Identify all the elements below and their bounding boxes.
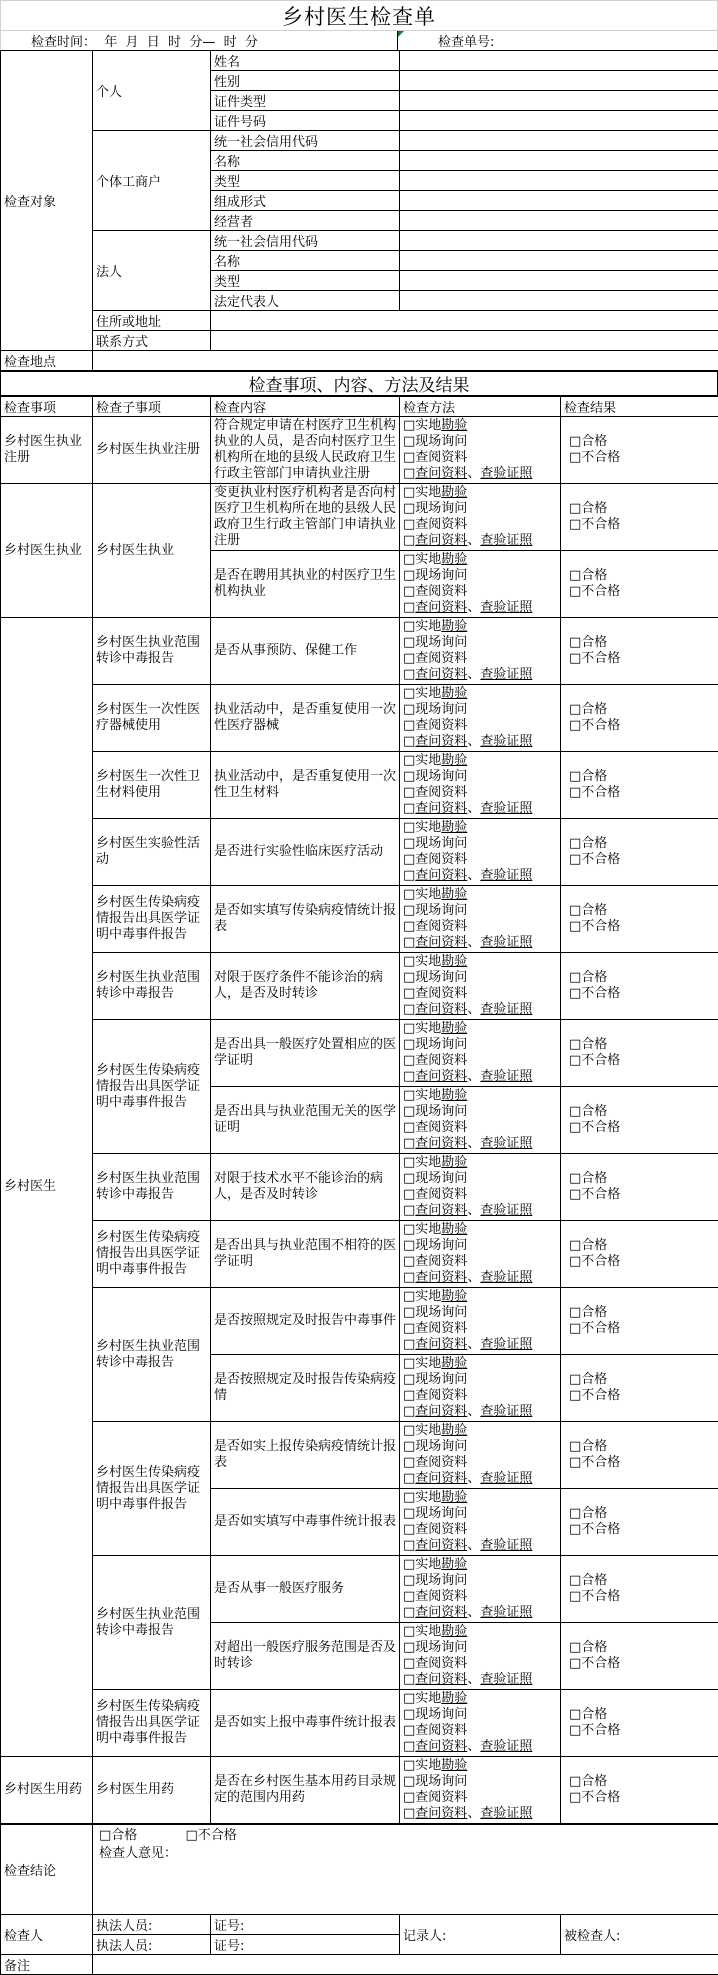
method-checkbox-option[interactable]: □实地勘验 bbox=[403, 1758, 558, 1774]
checklist-methods-cell bbox=[400, 484, 561, 551]
method-checkbox-option[interactable]: □现场询问 bbox=[403, 769, 558, 785]
method-checkbox-option[interactable]: □查问资料、查验证照 bbox=[403, 868, 558, 884]
result-checkbox-option[interactable]: □不合格 bbox=[569, 785, 715, 801]
method-checkbox-option[interactable]: □实地勘验 bbox=[403, 1423, 558, 1439]
conclusion-label: 检查结论 bbox=[1, 1825, 93, 1915]
checklist-result-cell bbox=[561, 1087, 718, 1154]
checklist-methods-cell bbox=[400, 953, 561, 1020]
method-checkbox-option[interactable]: □查问资料、查验证照 bbox=[403, 1471, 558, 1487]
result-checkbox-option[interactable]: □合格 bbox=[569, 970, 715, 986]
method-checkbox-option[interactable]: □现场询问 bbox=[403, 1439, 558, 1455]
method-checkbox-option[interactable]: □现场询问 bbox=[403, 1707, 558, 1723]
checklist-item-label: 乡村医生用药 bbox=[1, 1757, 93, 1824]
checklist-column-header: 检查内容 bbox=[211, 397, 400, 417]
inspector-opinion-label: 检查人意见： bbox=[99, 1845, 712, 1863]
result-checkbox-option[interactable]: □不合格 bbox=[569, 1388, 715, 1404]
cert-no-field-2[interactable]: 证号: bbox=[211, 1935, 400, 1955]
object-field-label: 统一社会信用代码 bbox=[211, 231, 400, 251]
checklist-result-cell bbox=[561, 1355, 718, 1422]
method-checkbox-option[interactable]: □查阅资料 bbox=[403, 1321, 558, 1337]
checklist-result-cell bbox=[561, 685, 718, 752]
method-checkbox-option[interactable]: □实地勘验 bbox=[403, 1021, 558, 1037]
inspector-label: 检查人 bbox=[1, 1915, 93, 1955]
result-checkbox-option[interactable]: □不合格 bbox=[569, 1522, 715, 1538]
object-field-value-cell[interactable] bbox=[400, 271, 718, 291]
checklist-content-text: 是否如实上报中毒事件统计报表 bbox=[211, 1690, 400, 1757]
method-checkbox-option[interactable]: □查阅资料 bbox=[403, 1455, 558, 1471]
method-checkbox-option[interactable]: □查阅资料 bbox=[403, 1522, 558, 1538]
result-checkbox-option[interactable]: □合格 bbox=[569, 1305, 715, 1321]
method-checkbox-option[interactable]: □查阅资料 bbox=[403, 852, 558, 868]
inspected-person-field[interactable]: 被检查人: bbox=[561, 1915, 718, 1955]
checklist-result-cell bbox=[561, 618, 718, 685]
method-checkbox-option[interactable]: □实地勘验 bbox=[403, 820, 558, 836]
object-field-value-cell[interactable] bbox=[400, 231, 718, 251]
method-checkbox-option[interactable]: □现场询问 bbox=[403, 501, 558, 517]
checklist-methods-cell bbox=[400, 1489, 561, 1556]
method-checkbox-option[interactable]: □查问资料、查验证照 bbox=[403, 935, 558, 951]
method-checkbox-option[interactable]: □查阅资料 bbox=[403, 1790, 558, 1806]
object-field-value-cell[interactable] bbox=[400, 171, 718, 191]
method-checkbox-option[interactable]: □查阅资料 bbox=[403, 1053, 558, 1069]
result-checkbox-option[interactable]: □合格 bbox=[569, 501, 715, 517]
checklist-methods-cell bbox=[400, 1757, 561, 1824]
checklist-result-cell bbox=[561, 1489, 718, 1556]
method-checkbox-option[interactable]: □实地勘验 bbox=[403, 1222, 558, 1238]
checklist-methods-cell bbox=[400, 1154, 561, 1221]
result-checkbox-option[interactable]: □不合格 bbox=[569, 1053, 715, 1069]
method-checkbox-option[interactable]: □查问资料、查验证照 bbox=[403, 1136, 558, 1152]
form-number-label: 检查单号: bbox=[438, 31, 494, 50]
method-checkbox-option[interactable]: □现场询问 bbox=[403, 1104, 558, 1120]
method-checkbox-option[interactable]: □实地勘验 bbox=[403, 1557, 558, 1573]
result-checkbox-option[interactable]: □合格 bbox=[569, 836, 715, 852]
method-checkbox-option[interactable]: □查问资料、查验证照 bbox=[403, 801, 558, 817]
checklist-content-text: 执业活动中，是否重复使用一次性卫生材料 bbox=[211, 752, 400, 819]
officer-field-2[interactable]: 执法人员: bbox=[93, 1935, 211, 1955]
checklist-table bbox=[0, 396, 718, 1824]
method-checkbox-option[interactable]: □现场询问 bbox=[403, 702, 558, 718]
checklist-methods-cell bbox=[400, 618, 561, 685]
method-checkbox-option[interactable]: □实地勘验 bbox=[403, 418, 558, 434]
method-checkbox-option[interactable]: □现场询问 bbox=[403, 1171, 558, 1187]
checklist-subitem-label: 乡村医生执业范围转诊中毒报告 bbox=[93, 1288, 211, 1422]
object-field-value-cell[interactable] bbox=[400, 251, 718, 271]
object-field-value-cell[interactable] bbox=[400, 71, 718, 91]
checklist-subitem-label: 乡村医生用药 bbox=[93, 1757, 211, 1824]
method-checkbox-option[interactable]: □查阅资料 bbox=[403, 785, 558, 801]
method-checkbox-option[interactable]: □实地勘验 bbox=[403, 1088, 558, 1104]
checklist-methods-cell bbox=[400, 1690, 561, 1757]
checklist-subitem-label: 乡村医生一次性卫生材料使用 bbox=[93, 752, 211, 819]
result-checkbox-option[interactable]: □合格 bbox=[569, 1506, 715, 1522]
checklist-methods-cell bbox=[400, 1288, 561, 1355]
method-checkbox-option[interactable]: □实地勘验 bbox=[403, 1356, 558, 1372]
object-extra-label: 住所或地址 bbox=[93, 311, 211, 331]
method-checkbox-option[interactable]: □查阅资料 bbox=[403, 584, 558, 600]
checklist-result-cell bbox=[561, 1154, 718, 1221]
method-checkbox-option[interactable]: □实地勘验 bbox=[403, 887, 558, 903]
method-checkbox-option[interactable]: □现场询问 bbox=[403, 903, 558, 919]
checklist-content-text: 对限于技术水平不能诊治的病人，是否及时转诊 bbox=[211, 1154, 400, 1221]
checklist-subitem-label: 乡村医生传染病疫情报告出具医学证明中毒事件报告 bbox=[93, 1422, 211, 1556]
object-extra-value-cell[interactable] bbox=[211, 311, 718, 331]
checklist-subitem-label: 乡村医生执业 bbox=[93, 484, 211, 618]
result-checkbox-option[interactable]: □合格 bbox=[569, 1439, 715, 1455]
checklist-subitem-label: 乡村医生执业范围转诊中毒报告 bbox=[93, 618, 211, 685]
object-field-label: 经营者 bbox=[211, 211, 400, 231]
result-checkbox-option[interactable]: □不合格 bbox=[569, 919, 715, 935]
checklist-result-cell bbox=[561, 484, 718, 551]
checklist-content-text: 是否按照规定及时报告中毒事件 bbox=[211, 1288, 400, 1355]
method-checkbox-option[interactable]: □查阅资料 bbox=[403, 1254, 558, 1270]
result-checkbox-option[interactable]: □合格 bbox=[569, 568, 715, 584]
method-checkbox-option[interactable]: □查问资料、查验证照 bbox=[403, 1605, 558, 1621]
checklist-subitem-label: 乡村医生传染病疫情报告出具医学证明中毒事件报告 bbox=[93, 1690, 211, 1757]
object-field-label: 姓名 bbox=[211, 51, 400, 71]
result-checkbox-option[interactable]: □合格 bbox=[569, 702, 715, 718]
result-checkbox-option[interactable]: □不合格 bbox=[569, 1455, 715, 1471]
result-checkbox-option[interactable]: □不合格 bbox=[569, 1723, 715, 1739]
remarks-cell[interactable] bbox=[93, 1955, 718, 1975]
checklist-column-header: 检查事项 bbox=[1, 397, 93, 417]
object-field-value-cell[interactable] bbox=[400, 291, 718, 311]
method-checkbox-option[interactable]: □查阅资料 bbox=[403, 1187, 558, 1203]
footer-table bbox=[0, 1824, 718, 1975]
checklist-content-text: 是否出具一般医疗处置相应的医学证明 bbox=[211, 1020, 400, 1087]
result-checkbox-option[interactable]: □合格 bbox=[569, 1774, 715, 1790]
method-checkbox-option[interactable]: □实地勘验 bbox=[403, 1490, 558, 1506]
checklist-result-cell bbox=[561, 551, 718, 618]
checklist-content-text: 是否出具与执业范围无关的医学证明 bbox=[211, 1087, 400, 1154]
checklist-column-header: 检查方法 bbox=[400, 397, 561, 417]
cert-no-field-1[interactable]: 证号: bbox=[211, 1915, 400, 1935]
method-checkbox-option[interactable]: □现场询问 bbox=[403, 568, 558, 584]
cell-error-marker-icon bbox=[398, 31, 404, 37]
method-checkbox-option[interactable]: □实地勘验 bbox=[403, 552, 558, 568]
result-checkbox-option[interactable]: □合格 bbox=[569, 1573, 715, 1589]
result-checkbox-option[interactable]: □合格 bbox=[569, 1238, 715, 1254]
method-checkbox-option[interactable]: □实地勘验 bbox=[403, 1155, 558, 1171]
object-field-label: 名称 bbox=[211, 151, 400, 171]
method-checkbox-option[interactable]: □实地勘验 bbox=[403, 1289, 558, 1305]
method-checkbox-option[interactable]: □查问资料、查验证照 bbox=[403, 1672, 558, 1688]
method-checkbox-option[interactable]: □查问资料、查验证照 bbox=[403, 1404, 558, 1420]
checklist-methods-cell bbox=[400, 685, 561, 752]
method-checkbox-option[interactable]: □现场询问 bbox=[403, 635, 558, 651]
method-checkbox-option[interactable]: □实地勘验 bbox=[403, 686, 558, 702]
form-number-field[interactable] bbox=[397, 31, 717, 50]
method-checkbox-option[interactable]: □实地勘验 bbox=[403, 619, 558, 635]
method-checkbox-option[interactable]: □查问资料、查验证照 bbox=[403, 1002, 558, 1018]
checklist-item-label: 乡村医生执业 bbox=[1, 484, 93, 618]
checklist-result-cell bbox=[561, 752, 718, 819]
page-title: 乡村医生检查单 bbox=[0, 0, 718, 30]
object-field-label: 名称 bbox=[211, 251, 400, 271]
method-checkbox-option[interactable]: □查问资料、查验证照 bbox=[403, 734, 558, 750]
method-checkbox-option[interactable]: □实地勘验 bbox=[403, 485, 558, 501]
checklist-subitem-label: 乡村医生实验性活动 bbox=[93, 819, 211, 886]
result-checkbox-option[interactable]: □不合格 bbox=[569, 1254, 715, 1270]
result-checkbox-option[interactable]: □合格 bbox=[569, 434, 715, 450]
checklist-methods-cell bbox=[400, 819, 561, 886]
result-checkbox-option[interactable]: □合格 bbox=[569, 1372, 715, 1388]
method-checkbox-option[interactable]: □查阅资料 bbox=[403, 718, 558, 734]
checklist-methods-cell bbox=[400, 1623, 561, 1690]
method-checkbox-option[interactable]: □现场询问 bbox=[403, 1573, 558, 1589]
checklist-methods-cell bbox=[400, 417, 561, 484]
object-field-label: 法定代表人 bbox=[211, 291, 400, 311]
object-group-label: 个体工商户 bbox=[93, 131, 211, 231]
officer-field-1[interactable]: 执法人员: bbox=[93, 1915, 211, 1935]
method-checkbox-option[interactable]: □现场询问 bbox=[403, 1238, 558, 1254]
conclusion-pass-checkbox[interactable]: □合格 bbox=[99, 1828, 137, 1843]
checklist-content-text: 是否在聘用其执业的村医疗卫生机构执业 bbox=[211, 551, 400, 618]
method-checkbox-option[interactable]: □查问资料、查验证照 bbox=[403, 1739, 558, 1755]
method-checkbox-option[interactable]: □实地勘验 bbox=[403, 1691, 558, 1707]
method-checkbox-option[interactable]: □查问资料、查验证照 bbox=[403, 1069, 558, 1085]
checklist-methods-cell bbox=[400, 1221, 561, 1288]
object-field-value-cell[interactable] bbox=[400, 211, 718, 231]
object-field-label: 性别 bbox=[211, 71, 400, 91]
result-checkbox-option[interactable]: □合格 bbox=[569, 769, 715, 785]
method-checkbox-option[interactable]: □查阅资料 bbox=[403, 1120, 558, 1136]
checklist-result-cell bbox=[561, 953, 718, 1020]
method-checkbox-option[interactable]: □查阅资料 bbox=[403, 450, 558, 466]
method-checkbox-option[interactable]: □现场询问 bbox=[403, 1506, 558, 1522]
object-field-label: 证件号码 bbox=[211, 111, 400, 131]
method-checkbox-option[interactable]: □现场询问 bbox=[403, 970, 558, 986]
result-checkbox-option[interactable]: □不合格 bbox=[569, 1790, 715, 1806]
inspection-object-table bbox=[0, 50, 718, 371]
section-title: 检查事项、内容、方法及结果 bbox=[0, 371, 718, 396]
checklist-subitem-label: 乡村医生执业范围转诊中毒报告 bbox=[93, 1556, 211, 1690]
method-checkbox-option[interactable]: □查问资料、查验证照 bbox=[403, 1203, 558, 1219]
checklist-result-cell bbox=[561, 1221, 718, 1288]
method-checkbox-option[interactable]: □查问资料、查验证照 bbox=[403, 533, 558, 549]
method-checkbox-option[interactable]: □查阅资料 bbox=[403, 1656, 558, 1672]
checklist-result-cell bbox=[561, 1556, 718, 1623]
result-checkbox-option[interactable]: □不合格 bbox=[569, 718, 715, 734]
method-checkbox-option[interactable]: □现场询问 bbox=[403, 1774, 558, 1790]
checklist-result-cell bbox=[561, 417, 718, 484]
checklist-item-label: 乡村医生 bbox=[1, 618, 93, 1757]
method-checkbox-option[interactable]: □现场询问 bbox=[403, 1640, 558, 1656]
remarks-label: 备注 bbox=[1, 1955, 93, 1975]
object-field-value-cell[interactable] bbox=[400, 191, 718, 211]
checklist-result-cell bbox=[561, 1757, 718, 1824]
result-checkbox-option[interactable]: □不合格 bbox=[569, 584, 715, 600]
method-checkbox-option[interactable]: □现场询问 bbox=[403, 1372, 558, 1388]
method-checkbox-option[interactable]: □查阅资料 bbox=[403, 919, 558, 935]
checklist-subitem-label: 乡村医生传染病疫情报告出具医学证明中毒事件报告 bbox=[93, 886, 211, 953]
method-checkbox-option[interactable]: □查阅资料 bbox=[403, 1589, 558, 1605]
result-checkbox-option[interactable]: □合格 bbox=[569, 635, 715, 651]
checklist-methods-cell bbox=[400, 752, 561, 819]
inspection-time-field[interactable]: 检查时间： 年 月 日 时 分— 时 分 bbox=[1, 31, 397, 50]
method-checkbox-option[interactable]: □查阅资料 bbox=[403, 651, 558, 667]
checklist-column-header: 检查结果 bbox=[561, 397, 718, 417]
method-checkbox-option[interactable]: □实地勘验 bbox=[403, 954, 558, 970]
checklist-subitem-label: 乡村医生执业范围转诊中毒报告 bbox=[93, 1154, 211, 1221]
checklist-methods-cell bbox=[400, 1087, 561, 1154]
method-checkbox-option[interactable]: □查阅资料 bbox=[403, 986, 558, 1002]
result-checkbox-option[interactable]: □不合格 bbox=[569, 1656, 715, 1672]
method-checkbox-option[interactable]: □查阅资料 bbox=[403, 1723, 558, 1739]
result-checkbox-option[interactable]: □不合格 bbox=[569, 852, 715, 868]
method-checkbox-option[interactable]: □查问资料、查验证照 bbox=[403, 1538, 558, 1554]
method-checkbox-option[interactable]: □现场询问 bbox=[403, 434, 558, 450]
object-extra-value-cell[interactable] bbox=[211, 331, 718, 351]
checklist-result-cell bbox=[561, 1288, 718, 1355]
checklist-methods-cell bbox=[400, 1556, 561, 1623]
checklist-content-text: 变更执业村医疗机构者是否向村医疗卫生机构所在地的县级人民政府卫生行政主管部门申请执业注册 bbox=[211, 484, 400, 551]
checklist-content-text: 对超出一般医疗服务范围是否及时转诊 bbox=[211, 1623, 400, 1690]
result-checkbox-option[interactable]: □不合格 bbox=[569, 1589, 715, 1605]
method-checkbox-option[interactable]: □实地勘验 bbox=[403, 753, 558, 769]
method-checkbox-option[interactable]: □查阅资料 bbox=[403, 1388, 558, 1404]
checklist-content-text: 是否从事预防、保健工作 bbox=[211, 618, 400, 685]
result-checkbox-option[interactable]: □合格 bbox=[569, 1104, 715, 1120]
method-checkbox-option[interactable]: □现场询问 bbox=[403, 836, 558, 852]
checklist-methods-cell bbox=[400, 1355, 561, 1422]
checklist-content-text: 是否出具与执业范围不相符的医学证明 bbox=[211, 1221, 400, 1288]
checklist-content-text: 是否按照规定及时报告传染病疫情 bbox=[211, 1355, 400, 1422]
method-checkbox-option[interactable]: □查阅资料 bbox=[403, 517, 558, 533]
result-checkbox-option[interactable]: □不合格 bbox=[569, 986, 715, 1002]
object-field-label: 组成形式 bbox=[211, 191, 400, 211]
method-checkbox-option[interactable]: □现场询问 bbox=[403, 1305, 558, 1321]
object-field-label: 证件类型 bbox=[211, 91, 400, 111]
method-checkbox-option[interactable]: □查问资料、查验证照 bbox=[403, 1806, 558, 1822]
inspection-location-label: 检查地点 bbox=[1, 351, 93, 371]
object-field-value-cell[interactable] bbox=[400, 151, 718, 171]
checklist-methods-cell bbox=[400, 551, 561, 618]
conclusion-cell[interactable] bbox=[93, 1825, 718, 1915]
checklist-content-text: 对限于医疗条件不能诊治的病人，是否及时转诊 bbox=[211, 953, 400, 1020]
method-checkbox-option[interactable]: □查问资料、查验证照 bbox=[403, 1270, 558, 1286]
object-field-label: 统一社会信用代码 bbox=[211, 131, 400, 151]
checklist-subitem-label: 乡村医生传染病疫情报告出具医学证明中毒事件报告 bbox=[93, 1221, 211, 1288]
checklist-methods-cell bbox=[400, 1422, 561, 1489]
checklist-item-label: 乡村医生执业注册 bbox=[1, 417, 93, 484]
result-checkbox-option[interactable]: □不合格 bbox=[569, 1120, 715, 1136]
method-checkbox-option[interactable]: □查问资料、查验证照 bbox=[403, 667, 558, 683]
time-header-row bbox=[0, 30, 718, 50]
result-checkbox-option[interactable]: □不合格 bbox=[569, 651, 715, 667]
method-checkbox-option[interactable]: □查问资料、查验证照 bbox=[403, 600, 558, 616]
checklist-content-text: 符合规定申请在村医疗卫生机构执业的人员，是否向村医疗卫生机构所在地的县级人民政府卫生行政主管部门申请执业注册 bbox=[211, 417, 400, 484]
checklist-subitem-label: 乡村医生执业注册 bbox=[93, 417, 211, 484]
checklist-result-cell bbox=[561, 819, 718, 886]
object-field-value-cell[interactable] bbox=[400, 51, 718, 71]
result-checkbox-option[interactable]: □合格 bbox=[569, 1037, 715, 1053]
checklist-result-cell bbox=[561, 1690, 718, 1757]
recorder-field[interactable]: 记录人: bbox=[400, 1915, 561, 1955]
object-field-label: 类型 bbox=[211, 171, 400, 191]
result-checkbox-option[interactable]: □合格 bbox=[569, 1171, 715, 1187]
conclusion-fail-checkbox[interactable]: □不合格 bbox=[185, 1828, 236, 1843]
result-checkbox-option[interactable]: □合格 bbox=[569, 1640, 715, 1656]
checklist-content-text: 执业活动中，是否重复使用一次性医疗器械 bbox=[211, 685, 400, 752]
checklist-methods-cell bbox=[400, 886, 561, 953]
object-group-label: 法人 bbox=[93, 231, 211, 311]
object-field-value-cell[interactable] bbox=[400, 91, 718, 111]
result-checkbox-option[interactable]: □合格 bbox=[569, 1707, 715, 1723]
checklist-content-text: 是否从事一般医疗服务 bbox=[211, 1556, 400, 1623]
inspection-location-value-cell[interactable] bbox=[93, 351, 718, 371]
checklist-methods-cell bbox=[400, 1020, 561, 1087]
checklist-subitem-label: 乡村医生传染病疫情报告出具医学证明中毒事件报告 bbox=[93, 1020, 211, 1154]
object-group-label: 个人 bbox=[93, 51, 211, 131]
object-extra-label: 联系方式 bbox=[93, 331, 211, 351]
result-checkbox-option[interactable]: □不合格 bbox=[569, 450, 715, 466]
checklist-result-cell bbox=[561, 1020, 718, 1087]
inspection-object-label: 检查对象 bbox=[1, 51, 93, 351]
object-field-label: 类型 bbox=[211, 271, 400, 291]
method-checkbox-option[interactable]: □现场询问 bbox=[403, 1037, 558, 1053]
result-checkbox-option[interactable]: □不合格 bbox=[569, 517, 715, 533]
checklist-result-cell bbox=[561, 1422, 718, 1489]
object-field-value-cell[interactable] bbox=[400, 111, 718, 131]
checklist-column-header: 检查子事项 bbox=[93, 397, 211, 417]
checklist-subitem-label: 乡村医生执业范围转诊中毒报告 bbox=[93, 953, 211, 1020]
result-checkbox-option[interactable]: □不合格 bbox=[569, 1321, 715, 1337]
checklist-subitem-label: 乡村医生一次性医疗器械使用 bbox=[93, 685, 211, 752]
object-field-value-cell[interactable] bbox=[400, 131, 718, 151]
method-checkbox-option[interactable]: □查问资料、查验证照 bbox=[403, 466, 558, 482]
checklist-content-text: 是否如实上报传染病疫情统计报表 bbox=[211, 1422, 400, 1489]
method-checkbox-option[interactable]: □实地勘验 bbox=[403, 1624, 558, 1640]
checklist-content-text: 是否如实填写中毒事件统计报表 bbox=[211, 1489, 400, 1556]
checklist-content-text: 是否如实填写传染病疫情统计报表 bbox=[211, 886, 400, 953]
result-checkbox-option[interactable]: □不合格 bbox=[569, 1187, 715, 1203]
method-checkbox-option[interactable]: □查问资料、查验证照 bbox=[403, 1337, 558, 1353]
result-checkbox-option[interactable]: □合格 bbox=[569, 903, 715, 919]
checklist-result-cell bbox=[561, 886, 718, 953]
checklist-content-text: 是否在乡村医生基本用药目录规定的范围内用药 bbox=[211, 1757, 400, 1824]
checklist-content-text: 是否进行实验性临床医疗活动 bbox=[211, 819, 400, 886]
checklist-result-cell bbox=[561, 1623, 718, 1690]
